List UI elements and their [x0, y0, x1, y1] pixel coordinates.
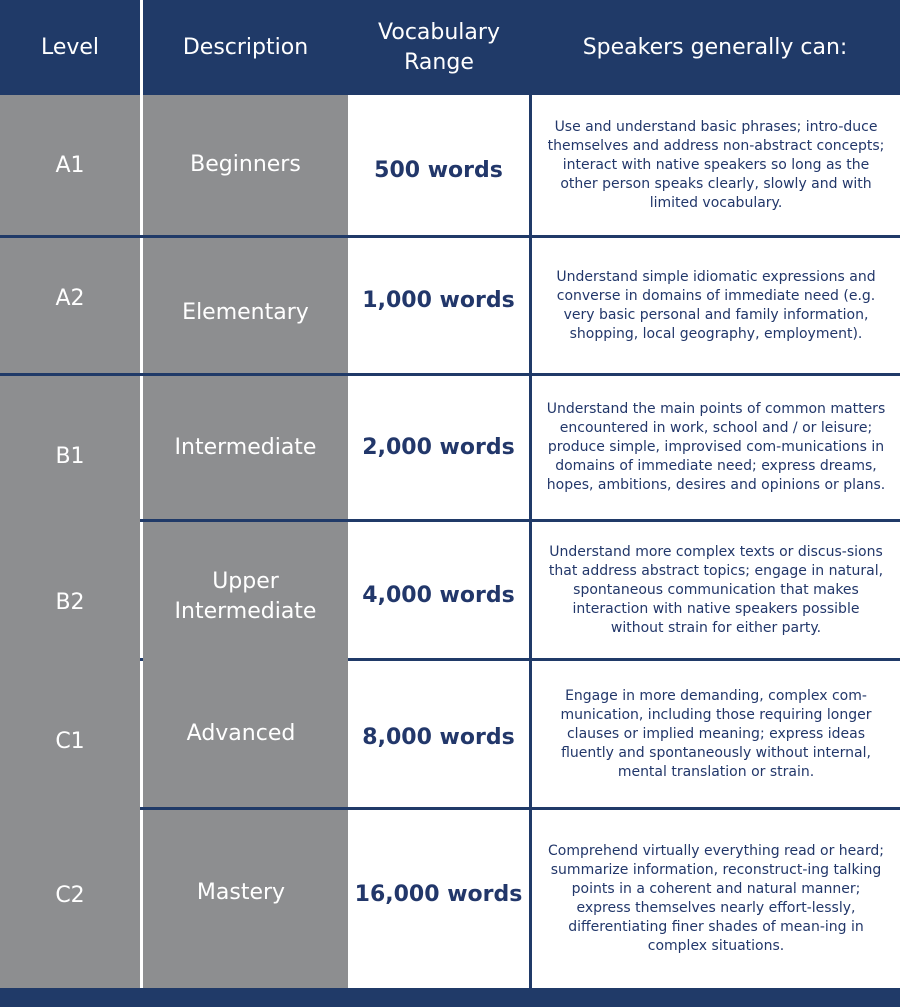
table-footer [0, 988, 900, 1007]
speaker-abilities: Understand more complex texts or discus-sions that address abstract topics; engage in natural, spontaneous communication that makes interaction with native speakers possible without strain for either party. [548, 543, 884, 636]
level-code: B2 [55, 589, 85, 615]
speaker-abilities: Understand the main points of common matters encountered in work, school and / or leisure; produce simple, improvised com-munications in domains of immediate need; express dreams, hopes, ambitions, desires and opinions or plans. [546, 401, 886, 493]
level-description: Advanced [186, 721, 296, 746]
vocab-range: 8,000 words [362, 724, 515, 750]
header-level-label: Level [40, 34, 100, 60]
table-row-detail [532, 810, 900, 988]
table-row-detail [532, 376, 900, 519]
level-code: C2 [55, 882, 85, 908]
level-description: Intermediate [174, 434, 317, 460]
table-row-description [143, 95, 348, 235]
vocab-range: 1,000 words [362, 288, 515, 313]
header-description-label: Description [182, 34, 309, 60]
header-description [143, 0, 348, 95]
table-row-vocab [348, 661, 529, 813]
table-row-level [0, 376, 140, 536]
table-row-level [0, 810, 140, 980]
table-row-description [143, 522, 348, 672]
speaker-abilities: Comprehend virtually everything read or heard; summarize information, reconstruct-ing talking points in a coherent and natural manner; express themselves nearly effort-lessly, differentiating finer shades of mean-ing in complex situations. [548, 843, 884, 954]
table-row-detail [532, 238, 900, 373]
table-row-description [143, 238, 348, 373]
vocab-range: 500 words [374, 157, 503, 183]
table-row-vocab [348, 238, 529, 363]
table-row-vocab [348, 376, 529, 519]
table-row-detail [532, 95, 900, 235]
level-description: Mastery [196, 879, 286, 905]
level-code: A2 [55, 285, 85, 311]
table-row-description [143, 376, 348, 519]
vocab-range: 4,000 words [362, 582, 515, 608]
vocab-range: 2,000 words [362, 435, 515, 460]
header-speakers [530, 0, 900, 95]
level-description: Upper Intermediate [174, 569, 317, 624]
header-speakers-label: Speakers generally can: [582, 34, 848, 60]
vocab-range: 16,000 words [354, 881, 523, 907]
table-row-level [0, 238, 140, 358]
header-vocabulary-line1: Vocabulary [378, 19, 500, 45]
table-row-vocab [348, 95, 529, 245]
speaker-abilities: Understand simple idiomatic expressions and converse in domains of immediate need (e.g. very basic personal and family information, shopping, local geography, employment). [556, 268, 876, 342]
table-row-detail [532, 522, 900, 658]
table-row-description [143, 810, 339, 975]
table-row-description [143, 661, 339, 807]
level-description: Beginners [190, 152, 301, 177]
level-code: B1 [55, 443, 85, 469]
table-row-vocab [348, 810, 529, 978]
table-row-detail [532, 661, 900, 807]
header-vocabulary-line2: Range [404, 49, 474, 75]
table-row-level [0, 522, 140, 682]
table-row-level [0, 661, 140, 821]
level-code: C1 [55, 728, 85, 754]
level-code: A1 [55, 152, 85, 178]
table-row-vocab [348, 522, 529, 668]
header-level [0, 0, 140, 95]
header-vocabulary [348, 0, 530, 95]
table-row-level [0, 95, 140, 235]
speaker-abilities: Use and understand basic phrases; intro-duce themselves and address non-abstract concepts; interact with native speakers so long as the other person speaks clearly, slowly and with limited vocabulary. [547, 118, 885, 211]
speaker-abilities: Engage in more demanding, complex com-munication, including those requiring longer clauses or implied meaning; express ideas fluently and spontaneously without internal, mental translation or strain. [560, 687, 872, 780]
level-description: Elementary [182, 299, 309, 325]
